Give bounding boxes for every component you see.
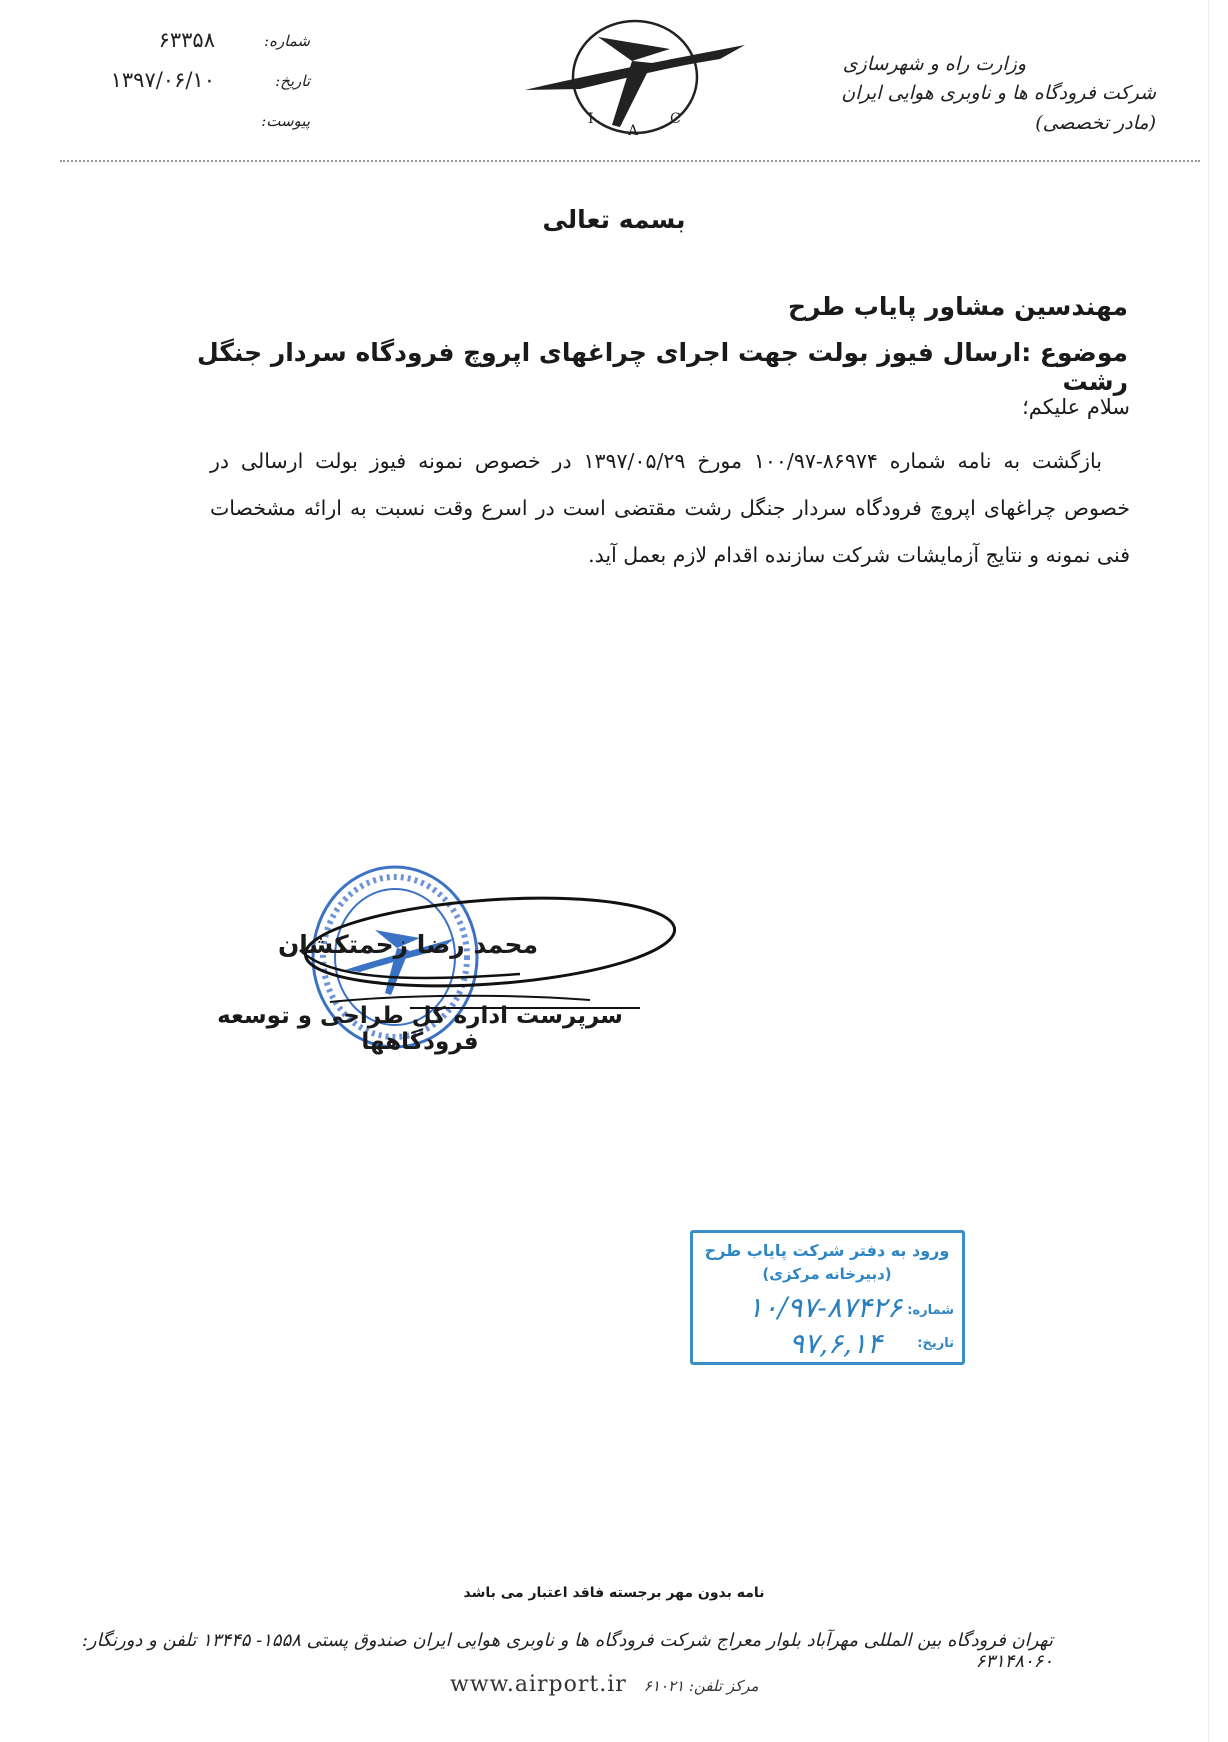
phone-center: مرکز تلفن: ۶۱۰۲۱ <box>643 1677 759 1695</box>
footer-address: تهران فرودگاه بین المللی مهرآباد بلوار معراج شرکت فرودگاه ها و ناوبری هوایی ایران صندوق پستی ۱۵۵۸- ۱۳۴۴۵ تلفن و دورنگار: ۶۳۱۴۸۰۶۰ <box>81 1630 1053 1672</box>
letterhead-ministry <box>796 50 1156 138</box>
header-divider <box>60 160 1200 162</box>
meta-number <box>80 24 310 64</box>
footer-validity-note: نامه بدون مهر برجسته فاقد اعتبار می باشد <box>463 1585 765 1601</box>
recipient-line: مهندسین مشاور پایاب طرح <box>787 292 1128 321</box>
greeting-line: سلام علیکم؛ <box>1022 395 1130 419</box>
date-label: تاریخ: <box>275 72 310 90</box>
entry-stamp <box>690 1230 965 1365</box>
date-value: ۱۳۹۷/۰۶/۱۰ <box>110 68 215 92</box>
attachment-label: پیوست: <box>261 112 310 130</box>
entry-stamp-subtitle: (دبیرخانه مرکزی) <box>762 1265 892 1283</box>
website-url: www.airport.ir <box>450 1672 627 1697</box>
signer-title: سرپرست اداره کل طراحی و توسعه فرودگاهها <box>217 1003 623 1055</box>
entry-stamp-date-value: ۹۷,۶,۱۴ <box>789 1327 882 1360</box>
company-name: شرکت فرودگاه ها و ناوبری هوایی ایران (مادر تخصصی) <box>841 82 1156 134</box>
footer-contact <box>450 1672 970 1697</box>
letter-meta <box>80 24 310 144</box>
logo-emblem-icon <box>520 15 750 140</box>
number-label: شماره: <box>264 32 310 50</box>
number-value: ۶۳۳۵۸ <box>158 28 215 52</box>
ministry-name: وزارت راه و شهرسازی <box>842 53 1026 75</box>
bismillah-heading: بسمه تعالی <box>542 205 686 234</box>
letter-body: بازگشت به نامه شماره ۸۶۹۷۴-۱۰۰/۹۷ مورخ ۱۳۹۷/۰۵/۲۹ در خصوص نمونه فیوز بولت ارسالی در خصوص چراغهای اپروچ فرودگاه سردار جنگل رشت مقتضی است در اسرع وقت نسبت به ارائه مشخصات فنی نمونه و نتایج آزمایشات شرکت سازنده اقدام لازم بعمل آید. <box>210 449 1130 567</box>
meta-date <box>80 64 310 104</box>
entry-stamp-number-value: ۱۰/۹۷-۸۷۴۲۶ <box>747 1291 902 1324</box>
entry-stamp-number-label: شماره: <box>907 1303 954 1318</box>
subject-line: موضوع :ارسال فیوز بولت جهت اجرای چراغهای اپروچ فرودگاه سردار جنگل رشت <box>197 338 1128 396</box>
svg-text:C: C <box>670 111 681 127</box>
scan-edge <box>1208 0 1209 1742</box>
company-logo <box>520 15 750 140</box>
entry-stamp-date-label: تاریخ: <box>917 1336 954 1351</box>
entry-stamp-title: ورود به دفتر شرکت پایاب طرح <box>704 1241 950 1260</box>
svg-text:I: I <box>588 111 594 127</box>
signer-name: محمد رضا زحمتکشان <box>277 930 539 959</box>
svg-text:A: A <box>628 123 639 139</box>
meta-attachment <box>80 104 310 144</box>
